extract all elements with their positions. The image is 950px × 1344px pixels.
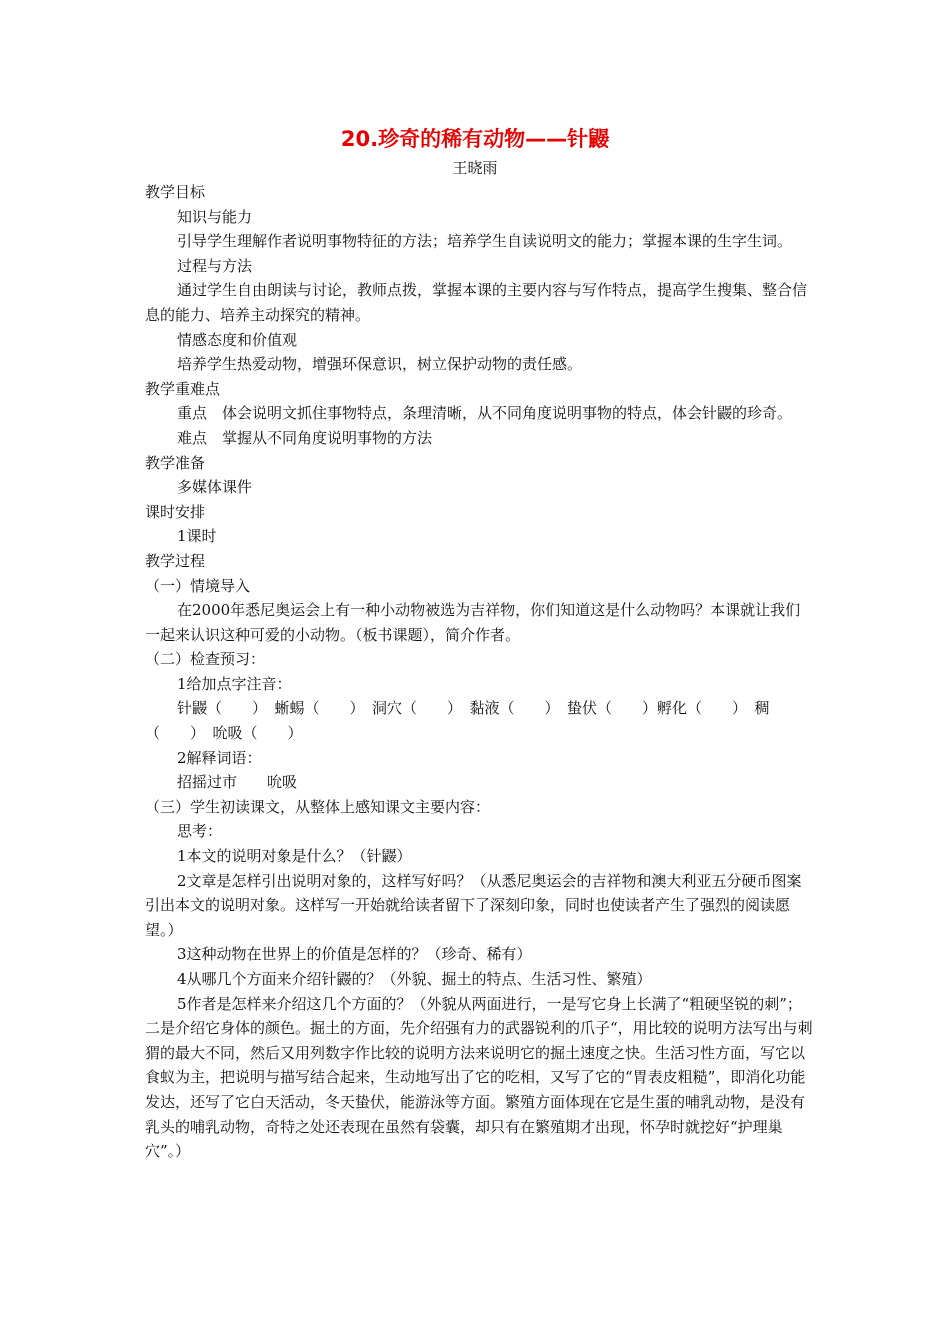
document-body: [145, 180, 813, 1164]
body-paragraph: 在2000年悉尼奥运会上有一种小动物被选为吉祥物，你们知道这是什么动物吗？本课就让我们一起来认识这种可爱的小动物。（板书课题），简介作者。: [145, 601, 801, 644]
author-name: 王晓雨: [452, 159, 498, 177]
page-title: 20.珍奇的稀有动物——针鼹: [340, 127, 610, 151]
section-heading: 教学重难点: [145, 379, 221, 398]
body-paragraph: 通过学生自由朗读与讨论，教师点拨，掌握本课的主要内容与写作特点，提高学生搜集、整合信息的能力、培养主动探究的精神。: [145, 281, 808, 324]
body-paragraph: 3这种动物在世界上的价值是怎样的？（珍奇、稀有）: [177, 945, 532, 964]
body-paragraph: 思考：: [177, 822, 223, 841]
section-heading: （三）学生初读课文，从整体上感知课文主要内容：: [145, 797, 491, 816]
body-paragraph: 情感态度和价值观: [177, 330, 298, 349]
body-paragraph: 5作者是怎样来介绍这几个方面的？（外貌从两面进行，一是写它身上长满了“粗硬坚锐的刺”；二是介绍它身体的颜色。掘土的方面，先介绍强有力的武器锐利的爪子“，用比较的说明方法写出与刺猬的最大不同，然后又用列数字作比较的说明方法来说明它的掘土速度之快。生活习性方面，写它以食蚁为主，把说明与描写结合起来，生动地写出了它的吃相，又写了它的“胃表皮粗糙”，即消化功能发达，还写了它白天活动，冬天蛰伏，能游泳等方面。繁殖方面体现在它是生蛋的哺乳动物，是没有乳头的哺乳动物，奇特之处还表现在虽然有袋囊，却只有在繁殖期才出现，怀孕时就挖好“护理巢穴”。）: [145, 994, 813, 1161]
body-paragraph: 难点 掌握从不同角度说明事物的方法: [177, 428, 433, 447]
section-heading: 课时安排: [145, 502, 206, 521]
section-heading: （二）检查预习：: [145, 650, 266, 669]
body-paragraph: 培养学生热爱动物，增强环保意识，树立保护动物的责任感。: [177, 355, 583, 374]
body-paragraph: 4从哪几个方面来介绍针鼹的？（外貌、掘土的特点、生活习性、繁殖）: [177, 970, 652, 988]
body-paragraph: 多媒体课件: [177, 478, 253, 497]
body-paragraph: 过程与方法: [177, 256, 253, 275]
body-paragraph: 知识与能力: [177, 207, 253, 226]
body-paragraph: 2解释词语：: [177, 748, 262, 767]
body-paragraph: 2文章是怎样引出说明对象的，这样写好吗？（从悉尼奥运会的吉祥物和澳大利亚五分硬币图案引出本文的说明对象。这样写一开始就给读者留下了深刻印象，同时也使读者产生了强烈的阅读愿望。）: [145, 871, 802, 939]
body-paragraph: 招摇过市 吮吸: [177, 773, 298, 792]
body-paragraph: 针鼹（ ） 蜥蜴（ ） 洞穴（ ） 黏液（ ） 蛰伏（ ）孵化（ ） 稠（ ） 吮吸（ ）: [145, 699, 770, 743]
section-heading: 教学准备: [145, 453, 206, 472]
section-heading: 教学过程: [145, 551, 206, 570]
body-paragraph: 重点 体会说明文抓住事物特点，条理清晰，从不同角度说明事物的特点，体会针鼹的珍奇。: [177, 404, 793, 423]
section-heading: （一）情境导入: [145, 576, 251, 595]
body-paragraph: 1本文的说明对象是什么？（针鼹）: [177, 847, 412, 866]
body-paragraph: 1给加点字注音：: [177, 674, 292, 693]
section-heading: 教学目标: [145, 183, 206, 201]
body-paragraph: 引导学生理解作者说明事物特征的方法；培养学生自读说明文的能力；掌握本课的生字生词。: [177, 232, 793, 251]
body-paragraph: 1课时: [177, 527, 217, 546]
